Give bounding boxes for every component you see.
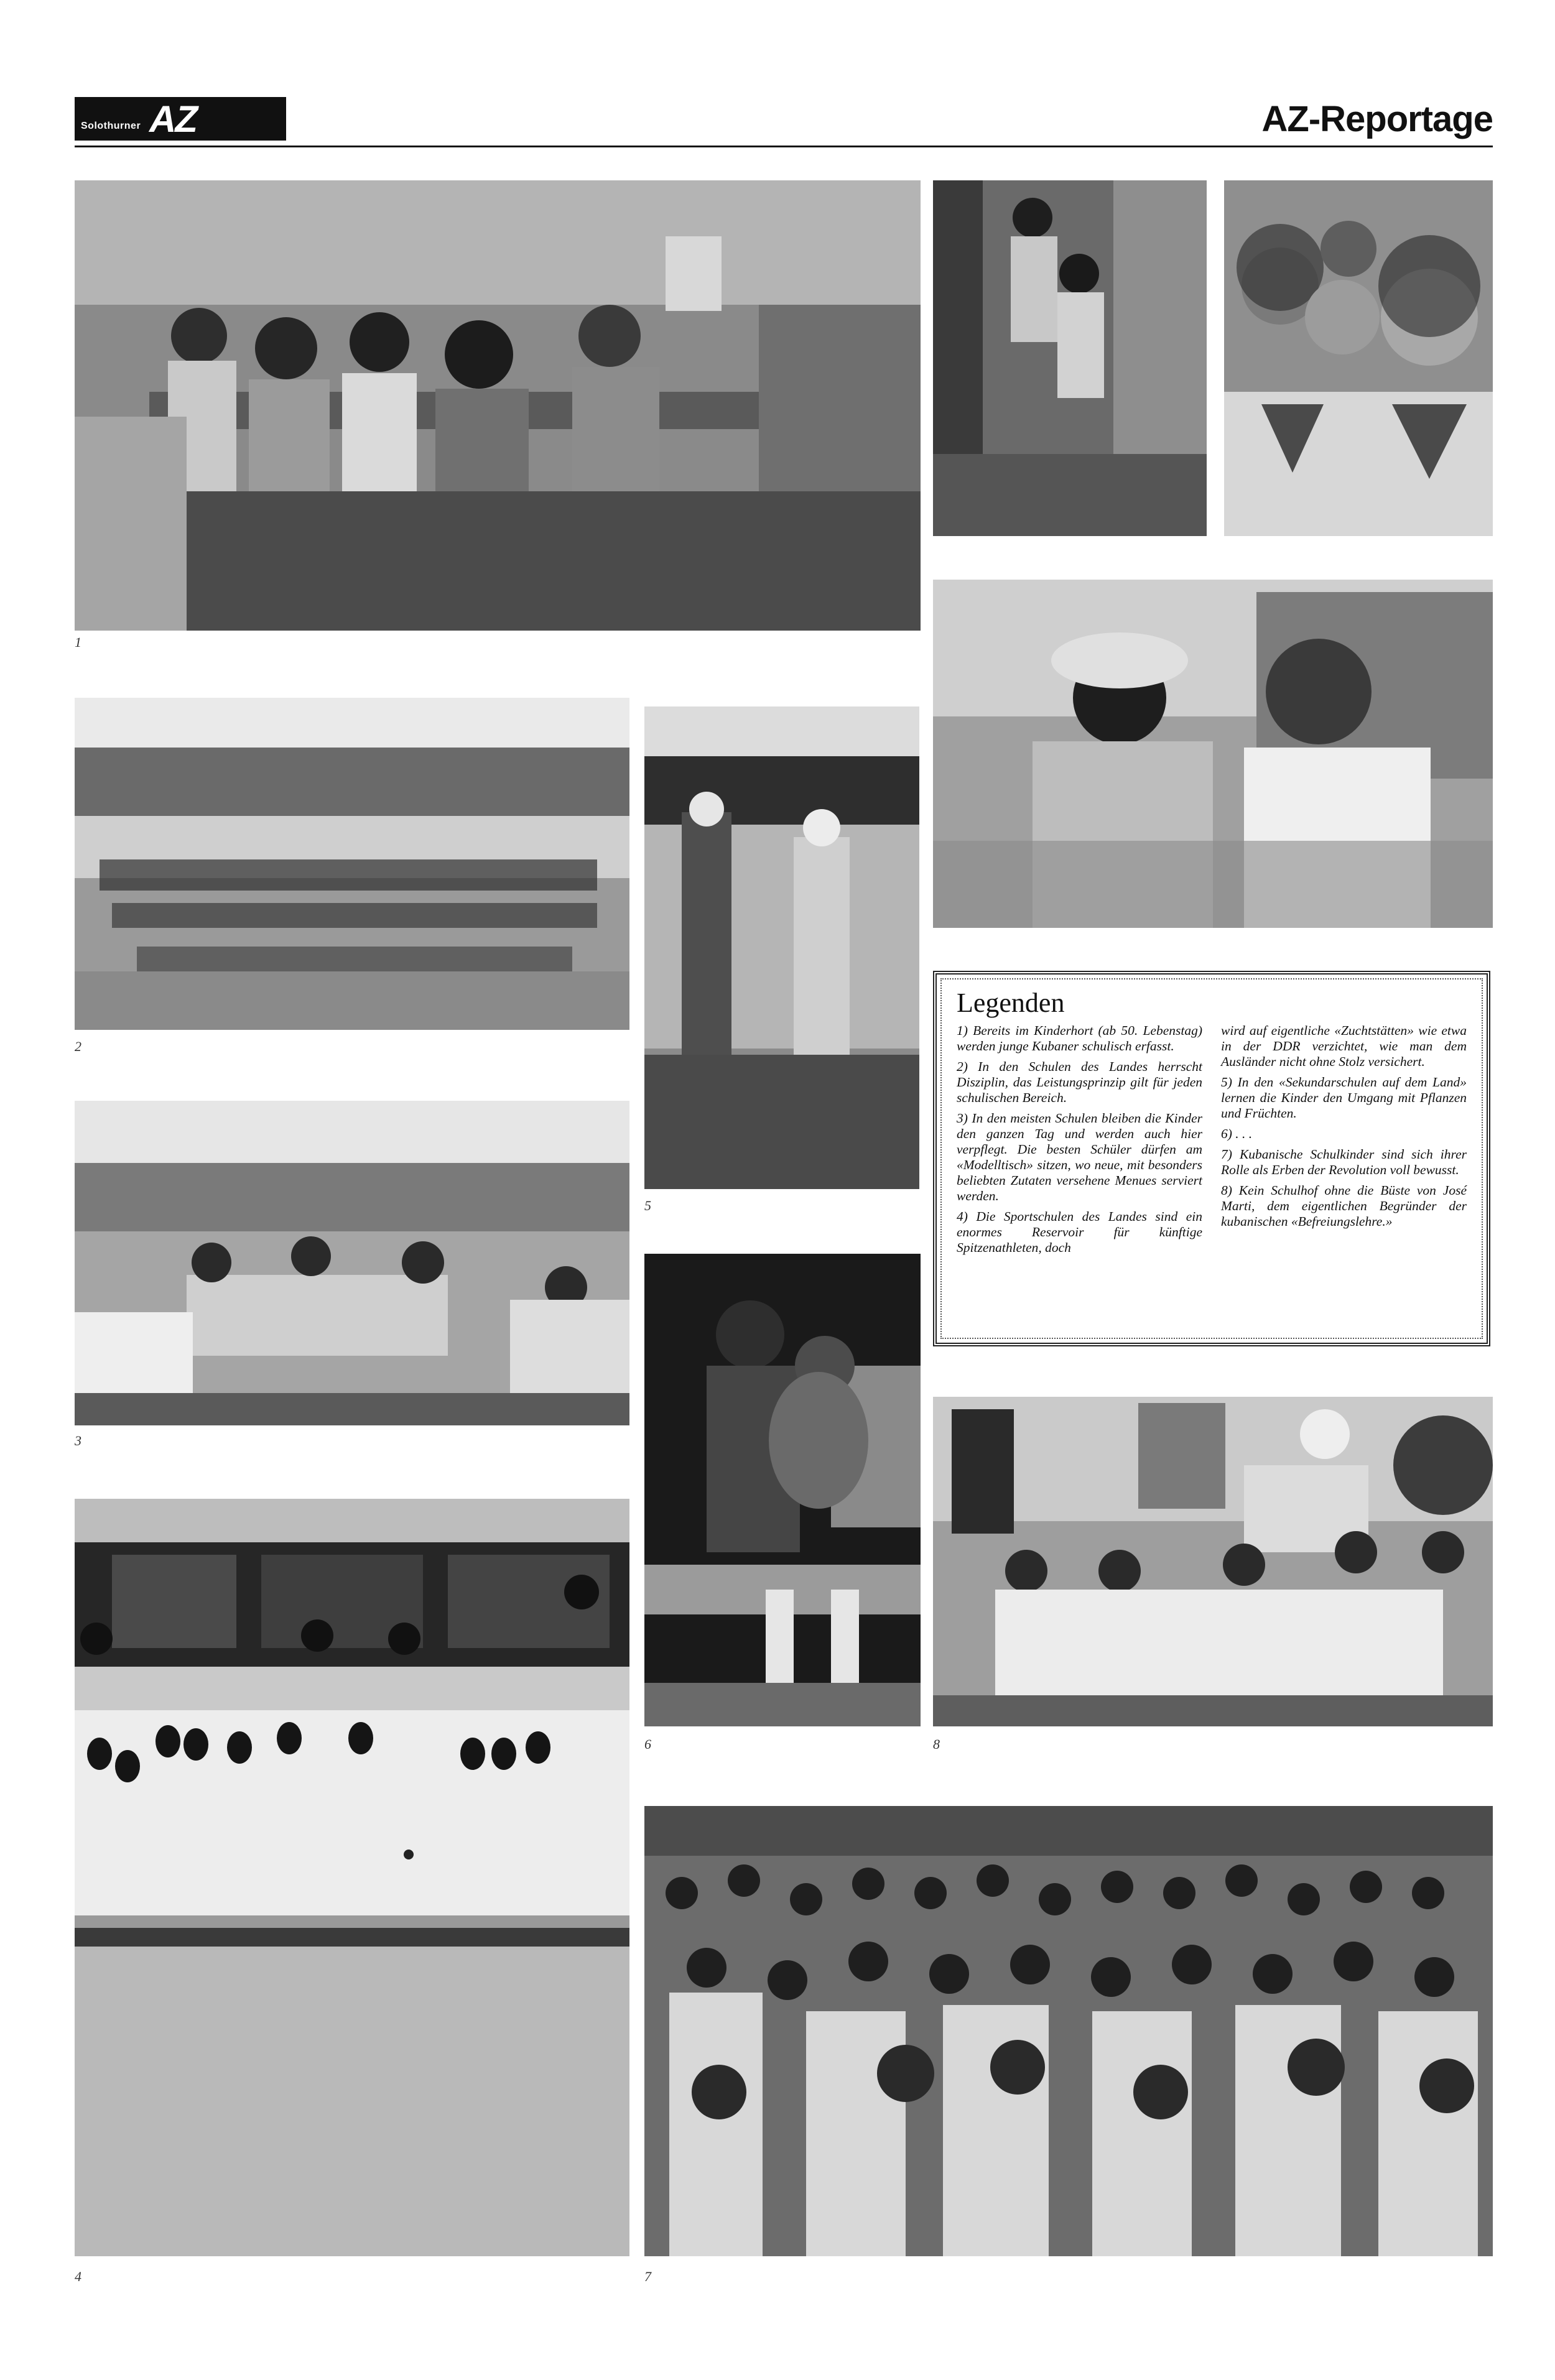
legend-item-7: 7) Kubanische Schulkinder sind sich ihrer Rolle als Erben der Revolution voll bewusst.: [1221, 1147, 1467, 1177]
photo-8-number: 8: [933, 1736, 940, 1752]
logo-small-text: Solothurner: [81, 121, 141, 131]
legend-item-6: 6) . . .: [1221, 1126, 1253, 1141]
photo-3-number: 3: [75, 1433, 81, 1448]
legend-box: [933, 971, 1490, 1346]
photo-6-image: [644, 1254, 921, 1726]
photo-girls-doorway-image: [933, 180, 1207, 536]
photo-1: [75, 180, 921, 631]
legend-inner-frame: [940, 978, 1483, 1339]
legend-column-left: [957, 1023, 1202, 1261]
photo-6-number: 6: [644, 1736, 651, 1752]
photo-2: [75, 698, 629, 1030]
photo-5-image: [644, 706, 919, 1189]
header-rule: [75, 146, 1493, 147]
photo-1-number: 1: [75, 634, 81, 650]
photo-pioneer-girls: [1224, 180, 1493, 536]
photo-2-number: 2: [75, 1039, 81, 1054]
photo-3-image: [75, 1101, 629, 1425]
legend-column-right: [1221, 1023, 1467, 1261]
legend-item-5: 5) In den «Sekundarschulen auf dem Land» lernen die Kinder den Umgang mit Pflanzen und Früchten.: [1221, 1075, 1467, 1121]
photo-6: [644, 1254, 921, 1726]
section-title: AZ-Reportage: [1261, 99, 1493, 139]
photo-2-image: [75, 698, 629, 1030]
photo-8-image: [933, 1397, 1493, 1726]
photo-laughing-men: [933, 580, 1493, 928]
photo-7: [644, 1806, 1493, 2256]
photo-laughing-men-image: [933, 580, 1493, 928]
legend-item-4-cont: wird auf eigentliche «Zuchtstätten» wie etwa in der DDR verzichtet, wie man dem Ausländer nicht ohne Stolz versichert.: [1221, 1023, 1467, 1069]
legend-item-4: 4) Die Sportschulen des Landes sind ein enormes Reservoir für künftige Spitzenathleten, doch: [957, 1209, 1202, 1255]
photo-1-image: [75, 180, 921, 631]
legend-title: Legenden: [957, 988, 1065, 1018]
photo-5: [644, 706, 919, 1189]
photo-5-number: 5: [644, 1198, 651, 1213]
legend-item-1: 1) Bereits im Kinderhort (ab 50. Lebenstag) werden junge Kubaner schulisch erfasst.: [957, 1023, 1202, 1053]
photo-8: [933, 1397, 1493, 1726]
logo-mark: AZ: [149, 98, 197, 140]
page-header: [75, 93, 1493, 148]
newspaper-logo: [75, 97, 286, 141]
photo-4: [75, 1499, 629, 2256]
photo-4-number: 4: [75, 2269, 81, 2284]
legend-item-8: 8) Kein Schulhof ohne die Büste von José Marti, dem eigentlichen Begründer der kubanischen «Befreiungslehre.»: [1221, 1183, 1467, 1229]
photo-pioneer-girls-image: [1224, 180, 1493, 536]
photo-7-image: [644, 1806, 1493, 2256]
photo-4-image: [75, 1499, 629, 2256]
photo-3: [75, 1101, 629, 1425]
photo-girls-doorway: [933, 180, 1207, 536]
legend-item-2: 2) In den Schulen des Landes herrscht Disziplin, das Leistungsprinzip gilt für jeden schulischen Bereich.: [957, 1059, 1202, 1105]
photo-7-number: 7: [644, 2269, 651, 2284]
legend-item-3: 3) In den meisten Schulen bleiben die Kinder den ganzen Tag und werden auch hier verpflegt. Die besten Schüler dürfen am «Modelltisch» sitzen, wo neue, mit besonders beliebten Zutaten versehene Menues serviert werden.: [957, 1111, 1202, 1203]
